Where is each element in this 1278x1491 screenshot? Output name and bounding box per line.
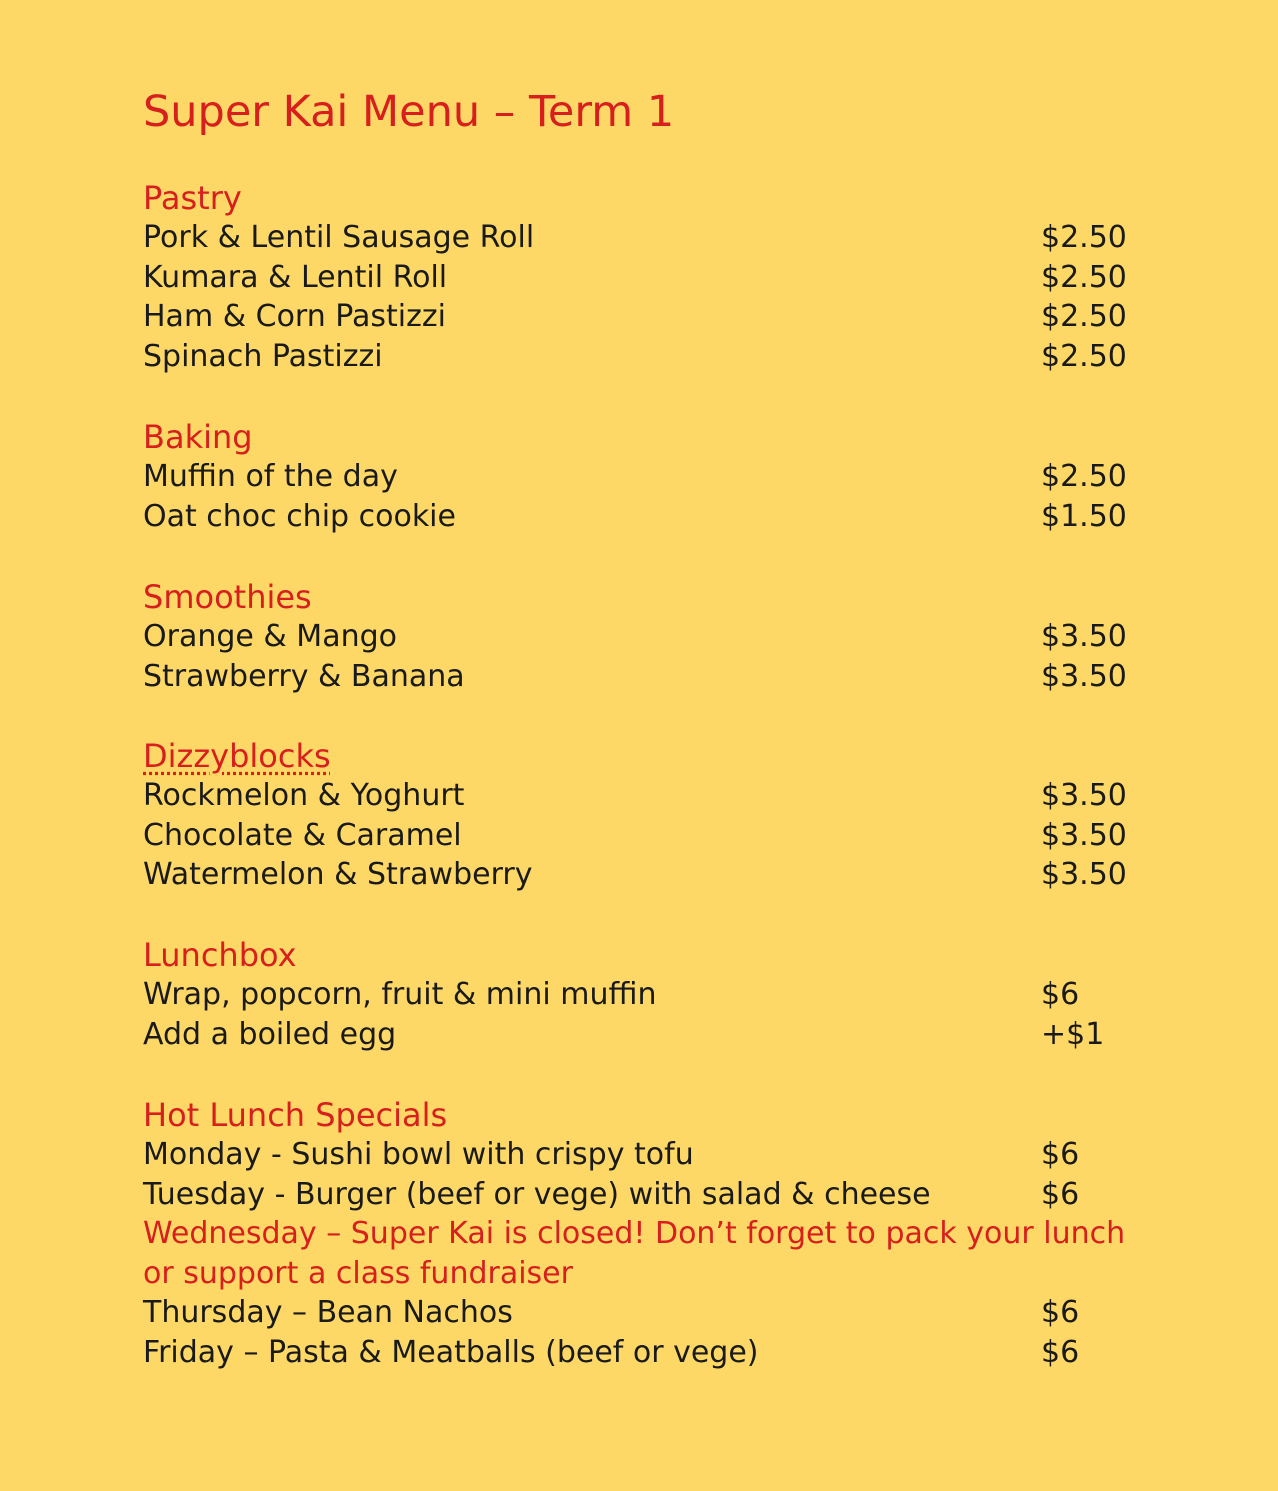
item-price: $3.50 xyxy=(1041,778,1127,813)
item-price: $3.50 xyxy=(1041,857,1127,892)
item-name: Oat choc chip cookie xyxy=(143,498,456,534)
item-name: Rockmelon & Yoghurt xyxy=(143,778,465,813)
section-dizzyblocks xyxy=(143,736,1143,895)
item-price: $6 xyxy=(1041,1176,1080,1212)
section-heading-hot-lunch-specials: Hot Lunch Specials xyxy=(143,1096,448,1134)
item-price: $3.50 xyxy=(1041,817,1127,853)
menu-item xyxy=(143,855,1143,895)
item-name: Watermelon & Strawberry xyxy=(143,857,533,892)
section-heading-baking: Baking xyxy=(143,418,253,456)
item-price: $2.50 xyxy=(1041,299,1127,334)
menu-title: Super Kai Menu – Term 1 xyxy=(143,87,675,137)
item-name: Add a boiled egg xyxy=(143,1016,397,1052)
menu-item xyxy=(143,776,1143,816)
item-name: Strawberry & Banana xyxy=(143,658,465,694)
item-name: Monday - Sushi bowl with crispy tofu xyxy=(143,1137,694,1172)
item-price: $6 xyxy=(1041,1295,1080,1330)
menu-item xyxy=(143,1135,1143,1175)
menu-item xyxy=(143,1015,1143,1055)
menu-item xyxy=(143,457,1143,497)
item-name: Pork & Lentil Sausage Roll xyxy=(143,220,535,255)
item-price: $3.50 xyxy=(1041,658,1127,694)
item-name: Wrap, popcorn, fruit & mini muffin xyxy=(143,977,657,1012)
item-price: $6 xyxy=(1041,977,1080,1012)
item-name: Thursday – Bean Nachos xyxy=(143,1295,513,1330)
item-name: Orange & Mango xyxy=(143,619,397,654)
item-name: Chocolate & Caramel xyxy=(143,817,462,853)
item-name: Friday – Pasta & Meatballs (beef or vege) xyxy=(143,1334,759,1370)
section-smoothies xyxy=(143,577,1143,696)
menu-item xyxy=(143,1175,1143,1215)
menu-item xyxy=(143,497,1143,537)
menu-item xyxy=(143,617,1143,657)
item-price: +$1 xyxy=(1041,1016,1105,1052)
section-lunchbox xyxy=(143,935,1143,1054)
item-price: $3.50 xyxy=(1041,619,1127,654)
item-name: Tuesday - Burger (beef or vege) with salad & cheese xyxy=(143,1176,931,1212)
item-name: Spinach Pastizzi xyxy=(143,338,383,374)
item-price: $2.50 xyxy=(1041,338,1127,374)
section-heading-dizzyblocks xyxy=(143,736,1143,776)
wednesday-closed-notice: Wednesday – Super Kai is closed! Don’t forget to pack your lunch or support a class fundraiser xyxy=(143,1216,1126,1291)
section-heading-lunchbox: Lunchbox xyxy=(143,936,297,974)
item-price: $6 xyxy=(1041,1137,1080,1172)
item-price: $2.50 xyxy=(1041,259,1127,295)
item-name: Ham & Corn Pastizzi xyxy=(143,299,446,334)
section-heading-smoothies: Smoothies xyxy=(143,578,312,616)
menu-item xyxy=(143,337,1143,377)
menu-item xyxy=(143,297,1143,337)
section-pastry xyxy=(143,178,1143,376)
menu-item xyxy=(143,258,1143,298)
menu-item xyxy=(143,657,1143,697)
menu-item xyxy=(143,975,1143,1015)
item-price: $2.50 xyxy=(1041,459,1127,494)
item-price: $1.50 xyxy=(1041,498,1127,534)
item-price: $6 xyxy=(1041,1334,1080,1370)
menu-item xyxy=(143,816,1143,856)
item-name: Kumara & Lentil Roll xyxy=(143,259,448,295)
section-hot-lunch-specials xyxy=(143,1095,1143,1372)
menu-item xyxy=(143,1333,1143,1373)
section-heading-pastry: Pastry xyxy=(143,179,242,217)
section-baking xyxy=(143,417,1143,536)
section-heading-dizzyblocks-text: Dizzyblocks xyxy=(143,737,331,775)
item-name: Muffin of the day xyxy=(143,459,398,494)
menu-item xyxy=(143,218,1143,258)
item-price: $2.50 xyxy=(1041,220,1127,255)
menu-item xyxy=(143,1293,1143,1333)
